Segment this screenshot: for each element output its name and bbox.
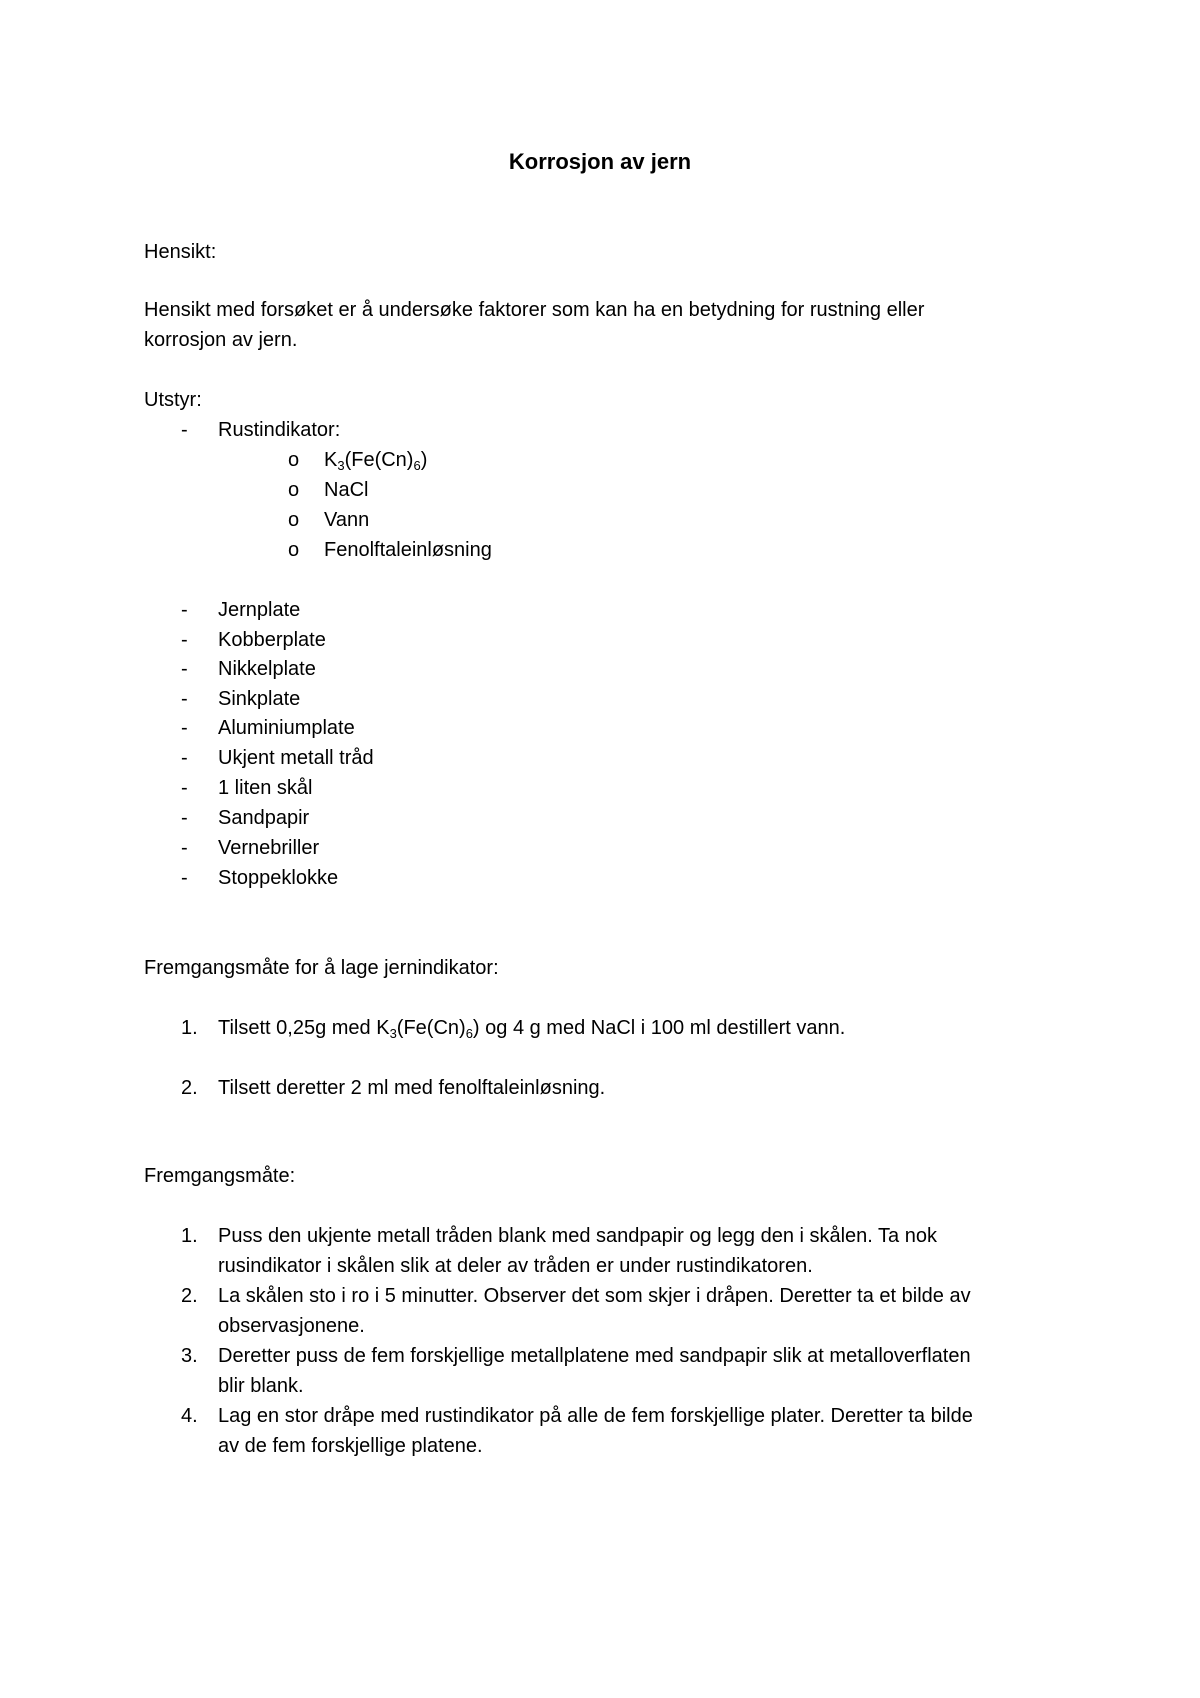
hensikt-text-line-2: korrosjon av jern. bbox=[144, 329, 298, 351]
step-text: Tilsett 0,25g med $K_3(Fe(Cn)_6)$ og 4 g med NaCl i 100 ml destillert vann. bbox=[218, 1017, 846, 1041]
step-text: Tilsett deretter 2 ml med fenolftaleinløsning. bbox=[218, 1077, 606, 1099]
dash-bullet: - bbox=[181, 777, 188, 799]
dash-bullet: - bbox=[181, 867, 188, 889]
sub-list-item-label: Fenolftaleinløsning bbox=[324, 539, 492, 561]
step-number: 4. bbox=[181, 1405, 198, 1427]
step-text-line-1: La skålen sto i ro i 5 minutter. Observer det som skjer i dråpen. Deretter ta et bilde av bbox=[218, 1285, 971, 1307]
list-item-label: 1 liten skål bbox=[218, 777, 313, 799]
sub-list-item-label: $K_3(Fe(Cn)_6)$ bbox=[324, 449, 428, 473]
hensikt-text-line-1: Hensikt med forsøket er å undersøke faktorer som kan ha en betydning for rustning eller bbox=[144, 299, 925, 321]
step-text-line-1: Lag en stor dråpe med rustindikator på alle de fem forskjellige plater. Deretter ta bilde bbox=[218, 1405, 973, 1427]
circle-bullet: o bbox=[288, 509, 300, 531]
step-number: 1. bbox=[181, 1225, 198, 1247]
step-text-line-2: av de fem forskjellige platene. bbox=[218, 1435, 483, 1457]
sub-list-item-label: NaCl bbox=[324, 479, 369, 501]
circle-bullet: o bbox=[288, 539, 300, 561]
list-item-label: Rustindikator: bbox=[218, 419, 341, 441]
dash-bullet: - bbox=[181, 837, 188, 859]
dash-bullet: - bbox=[181, 807, 188, 829]
step-text-line-1: Puss den ukjente metall tråden blank med sandpapir og legg den i skålen. Ta nok bbox=[218, 1225, 937, 1247]
list-item-label: Aluminiumplate bbox=[218, 717, 355, 739]
dash-bullet: - bbox=[181, 658, 188, 680]
step-number: 3. bbox=[181, 1345, 198, 1367]
step-text-line-1: Deretter puss de fem forskjellige metallplatene med sandpapir slik at metalloverflaten bbox=[218, 1345, 971, 1367]
circle-bullet: o bbox=[288, 449, 300, 471]
dash-bullet: - bbox=[181, 419, 188, 441]
list-item-label: Kobberplate bbox=[218, 629, 326, 651]
step-text-line-2: observasjonene. bbox=[218, 1315, 365, 1337]
dash-bullet: - bbox=[181, 629, 188, 651]
list-item-label: Vernebriller bbox=[218, 837, 320, 859]
dash-bullet: - bbox=[181, 717, 188, 739]
sub-list-item-label: Vann bbox=[324, 509, 370, 531]
list-item-label: Sandpapir bbox=[218, 807, 310, 829]
dash-bullet: - bbox=[181, 599, 188, 621]
dash-bullet: - bbox=[181, 747, 188, 769]
indikator-heading: Fremgangsmåte for å lage jernindikator: bbox=[144, 957, 499, 979]
list-item-label: Sinkplate bbox=[218, 688, 301, 710]
step-number: 1. bbox=[181, 1017, 198, 1039]
dash-bullet: - bbox=[181, 688, 188, 710]
list-item-label: Jernplate bbox=[218, 599, 301, 621]
fremgang-heading: Fremgangsmåte: bbox=[144, 1165, 296, 1187]
circle-bullet: o bbox=[288, 479, 300, 501]
utstyr-heading: Utstyr: bbox=[144, 389, 202, 411]
list-item-label: Ukjent metall tråd bbox=[218, 747, 374, 769]
step-text-line-2: rusindikator i skålen slik at deler av tråden er under rustindikatoren. bbox=[218, 1255, 813, 1277]
step-number: 2. bbox=[181, 1077, 198, 1099]
list-item-label: Stoppeklokke bbox=[218, 867, 339, 889]
list-item-label: Nikkelplate bbox=[218, 658, 316, 680]
step-number: 2. bbox=[181, 1285, 198, 1307]
hensikt-heading: Hensikt: bbox=[144, 241, 217, 263]
document-title: Korrosjon av jern bbox=[508, 149, 692, 174]
step-text-line-2: blir blank. bbox=[218, 1375, 304, 1397]
